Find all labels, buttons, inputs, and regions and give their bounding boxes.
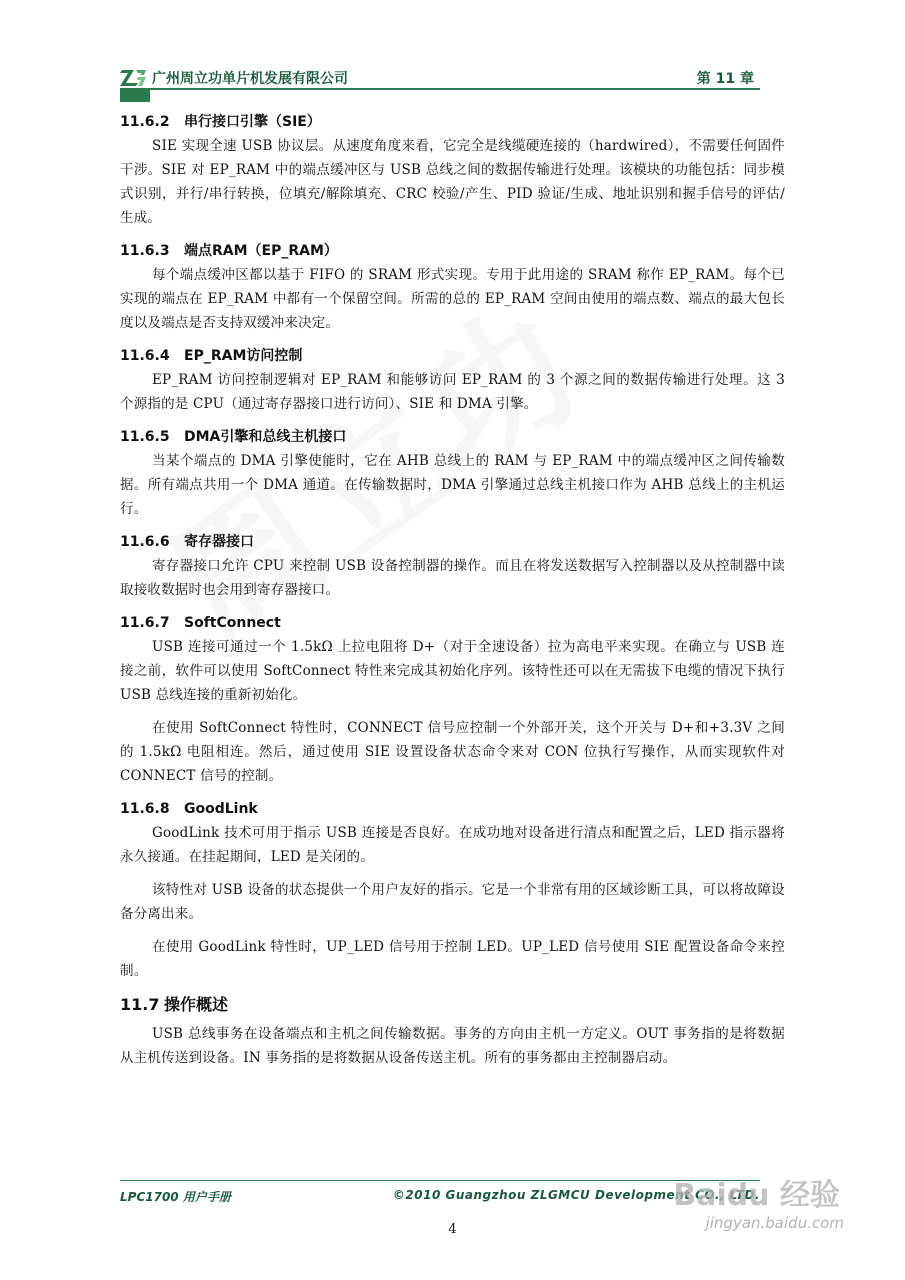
section-heading: 11.6.3 端点RAM（EP_RAM） — [120, 243, 338, 259]
section-heading: 11.6.4 EP_RAM访问控制 — [120, 348, 303, 364]
paragraph: EP_RAM 访问控制逻辑对 EP_RAM 和能够访问 EP_RAM 的 3 个源之间的数据传输进行处理。这 3 个源指的是 CPU（通过寄存器接口进行访问）、SIE 和 DMA 引擎。 — [120, 372, 785, 412]
section-11-7 — [120, 992, 785, 1070]
baidu-jingyan-watermark — [660, 1160, 860, 1250]
paragraph: 在使用 SoftConnect 特性时，CONNECT 信号应控制一个外部开关，这个开关与 D+和+3.3V 之间的 1.5kΩ 电阻相连。然后，通过使用 SIE 设置设备状态命令来对 CON 位执行写操作，从而实现软件对 CONNECT 信号的控制。 — [120, 720, 785, 784]
section-11-6-8 — [120, 797, 785, 983]
chapter-label: 第 11 章 — [696, 71, 754, 87]
section-heading: 11.6.8 GoodLink — [120, 801, 258, 817]
section-11-6-4 — [120, 344, 785, 416]
section-11-6-2 — [120, 110, 785, 230]
paragraph: 该特性对 USB 设备的状态提供一个用户友好的指示。它是一个非常有用的区域诊断工具，可以将故障设备分离出来。 — [120, 882, 785, 922]
page-number: 4 — [448, 1222, 457, 1237]
section-11-6-3 — [120, 239, 785, 335]
chapter-section-heading: 11.7 操作概述 — [120, 995, 229, 1014]
header-accent-block — [120, 88, 150, 102]
paragraph: 当某个端点的 DMA 引擎使能时，它在 AHB 总线上的 RAM 与 EP_RAM 中的端点缓冲区之间传输数据。所有端点共用一个 DMA 通道。在传输数据时，DMA 引擎通过总线主机接口作为 AHB 总线上的主机运行。 — [120, 453, 785, 517]
copyright: ©2010 Guangzhou ZLGMCU Development CO., LTD. — [392, 1188, 760, 1202]
paragraph: USB 总线事务在设备端点和主机之间传输数据。事务的方向由主机一方定义。OUT 事务指的是将数据从主机传送到设备。IN 事务指的是将数据从设备传送主机。所有的事务都由主控制器启动。 — [120, 1026, 785, 1066]
section-heading: 11.6.7 SoftConnect — [120, 615, 281, 631]
baidu-brand: Baidu 经验 — [673, 1178, 840, 1213]
baidu-url: jingyan.baidu.com — [705, 1214, 844, 1232]
zlg-logo-icon — [120, 67, 146, 87]
section-11-6-7 — [120, 611, 785, 788]
section-11-6-6 — [120, 530, 785, 602]
header-divider — [150, 88, 760, 90]
paragraph: USB 连接可通过一个 1.5kΩ 上拉电阻将 D+（对于全速设备）拉为高电平来实现。在确立与 USB 连接之前，软件可以使用 SoftConnect 特性来完成其初始化序列。该特性还可以在无需拔下电缆的情况下执行 USB 总线连接的重新初始化。 — [120, 639, 785, 703]
document-body — [120, 110, 785, 1079]
section-heading: 11.6.6 寄存器接口 — [120, 534, 254, 550]
paragraph: 每个端点缓冲区都以基于 FIFO 的 SRAM 形式实现。专用于此用途的 SRAM 称作 EP_RAM。每个已实现的端点在 EP_RAM 中都有一个保留空间。所需的总的 EP_RAM 空间由使用的端点数、端点的最大包长度以及端点是否支持双缓冲来决定。 — [120, 267, 785, 331]
paragraph: SIE 实现全速 USB 协议层。从速度角度来看，它完全是线缆硬连接的（hardwired），不需要任何固件干涉。SIE 对 EP_RAM 中的端点缓冲区与 USB 总线之间的数据传输进行处理。该模块的功能包括：同步模式识别，并行/串行转换，位填充/解除填充、CRC 校验/产生、PID 验证/生成、地址识别和握手信号的评估/生成。 — [120, 138, 785, 226]
paragraph: 寄存器接口允许 CPU 来控制 USB 设备控制器的操作。而且在将发送数据写入控制器以及从控制器中读取接收数据时也会用到寄存器接口。 — [120, 558, 785, 598]
company-name: 广州周立功单片机发展有限公司 — [152, 71, 348, 87]
section-11-6-5 — [120, 425, 785, 521]
page-header — [120, 62, 760, 102]
paragraph: 在使用 GoodLink 特性时，UP_LED 信号用于控制 LED。UP_LED 信号使用 SIE 配置设备命令来控制。 — [120, 939, 785, 979]
paragraph: GoodLink 技术可用于指示 USB 连接是否良好。在成功地对设备进行清点和配置之后，LED 指示器将永久接通。在挂起期间，LED 是关闭的。 — [120, 825, 785, 865]
section-heading: 11.6.2 串行接口引擎（SIE） — [120, 114, 321, 130]
section-heading: 11.6.5 DMA引擎和总线主机接口 — [120, 429, 347, 445]
manual-title: LPC1700 用户手册 — [120, 1190, 231, 1204]
